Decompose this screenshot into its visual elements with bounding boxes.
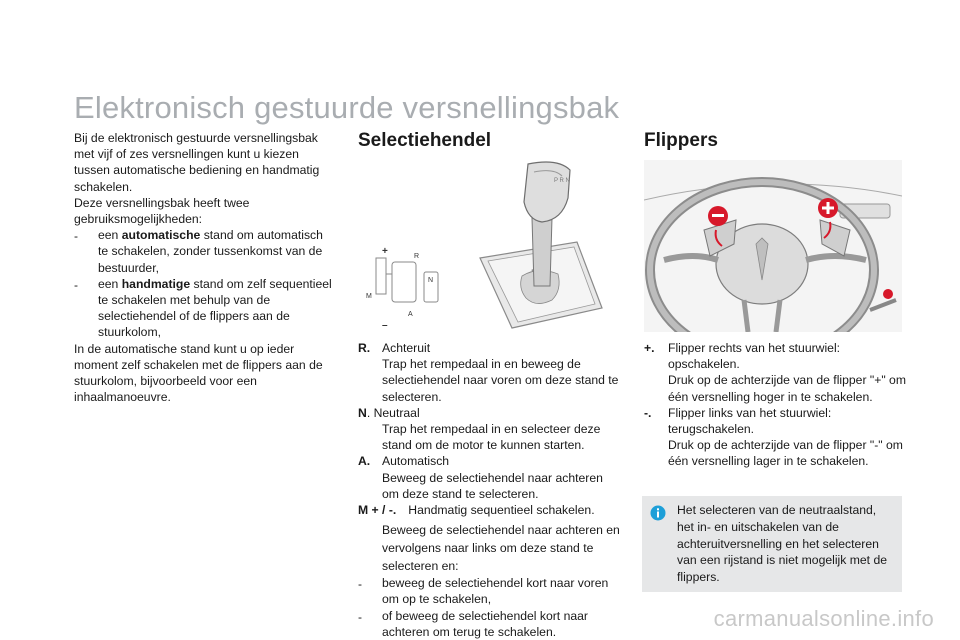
info-note-text: Het selecteren van de neutraalstand, het in- en uitschakelen van de achteruitversnelling en het selecteren van een rijstand is niet mogelijk met de flippers.: [677, 503, 888, 585]
flipper-step: Druk op de achterzijde van de flipper "+" om één versnelling hoger in te schakelen.: [668, 373, 906, 404]
intro-paragraph: Deze versnellingsbak heeft twee gebruiksmogelijkheden:: [74, 195, 250, 227]
gear-lever-diagram: [362, 158, 624, 330]
gate-label-n: N: [428, 277, 434, 284]
selector-item-r: R. Achteruit: [358, 341, 431, 355]
steering-wheel-diagram: [644, 160, 902, 332]
info-note-box: [642, 496, 902, 592]
steering-wheel-illustration: [644, 160, 902, 332]
gate-label-a: A: [408, 311, 413, 318]
gate-label-plus: +: [382, 246, 388, 257]
flippers-text: [644, 340, 906, 470]
selector-text: [358, 340, 620, 640]
intro-text: [74, 130, 336, 405]
info-icon: [650, 505, 666, 526]
section-heading-flippers: Flippers: [644, 130, 718, 151]
intro-list-item: - een automatische stand om automatisch te schakelen, zonder tussenkomst van de bestuurder,: [74, 228, 323, 275]
gate-label-r: R: [414, 253, 420, 260]
selector-sub-item: - beweeg de selectiehendel kort naar voren om op te schakelen,: [358, 576, 609, 607]
flipper-item-plus: +. Flipper rechts van het stuurwiel: opschakelen.: [644, 341, 841, 372]
selector-item-n: N . Neutraal: [358, 405, 420, 420]
flipper-step: Druk op de achterzijde van de flipper "-" om één versnelling lager in te schakelen.: [668, 438, 903, 469]
selector-step: Beweeg de selectiehendel naar achteren om deze stand te selecteren.: [382, 470, 603, 501]
page-title: Elektronisch gestuurde versnellingsbak: [74, 90, 620, 125]
selector-step: Trap het rempedaal in en beweeg de selectiehendel naar voren om deze stand te selecteren.: [382, 357, 619, 404]
gear-selector-illustration: [362, 158, 624, 330]
intro-paragraph: Bij de elektronisch gestuurde versnellingsbak met vijf of zes versnellingen kunt u kiezen tussen automatische bediening en handmatig schakelen.: [74, 131, 320, 194]
selector-step: Beweeg de selectiehendel naar achteren en vervolgens naar links om deze stand te selecteren en:: [382, 523, 620, 574]
selector-step: Trap het rempedaal in en selecteer deze stand om de motor te kunnen starten.: [382, 422, 601, 453]
gate-label-minus: –: [382, 320, 388, 330]
selector-item-m: M + / -. Handmatig sequentieel schakelen.: [358, 503, 595, 518]
intro-list-item: - een handmatige stand om zelf sequentieel te schakelen met behulp van de selectiehendel of de flippers aan de stuurkolom,: [74, 276, 332, 340]
intro-paragraph: In de automatische stand kunt u op ieder moment zelf schakelen met de flippers aan de stuurkolom, bijvoorbeeld voor een inhaalmanoeuvre.: [74, 341, 323, 405]
selector-sub-item: - of beweeg de selectiehendel kort naar achteren om terug te schakelen.: [358, 608, 588, 639]
selector-item-a: A. Automatisch: [358, 454, 450, 469]
gate-label-m: M: [366, 293, 372, 300]
svg-text:P R N: P R N: [554, 178, 570, 184]
section-heading-selector: Selectiehendel: [358, 130, 492, 151]
flipper-item-minus: -. Flipper links van het stuurwiel: terugschakelen.: [644, 405, 832, 437]
watermark: carmanualsonline.info: [713, 606, 934, 631]
